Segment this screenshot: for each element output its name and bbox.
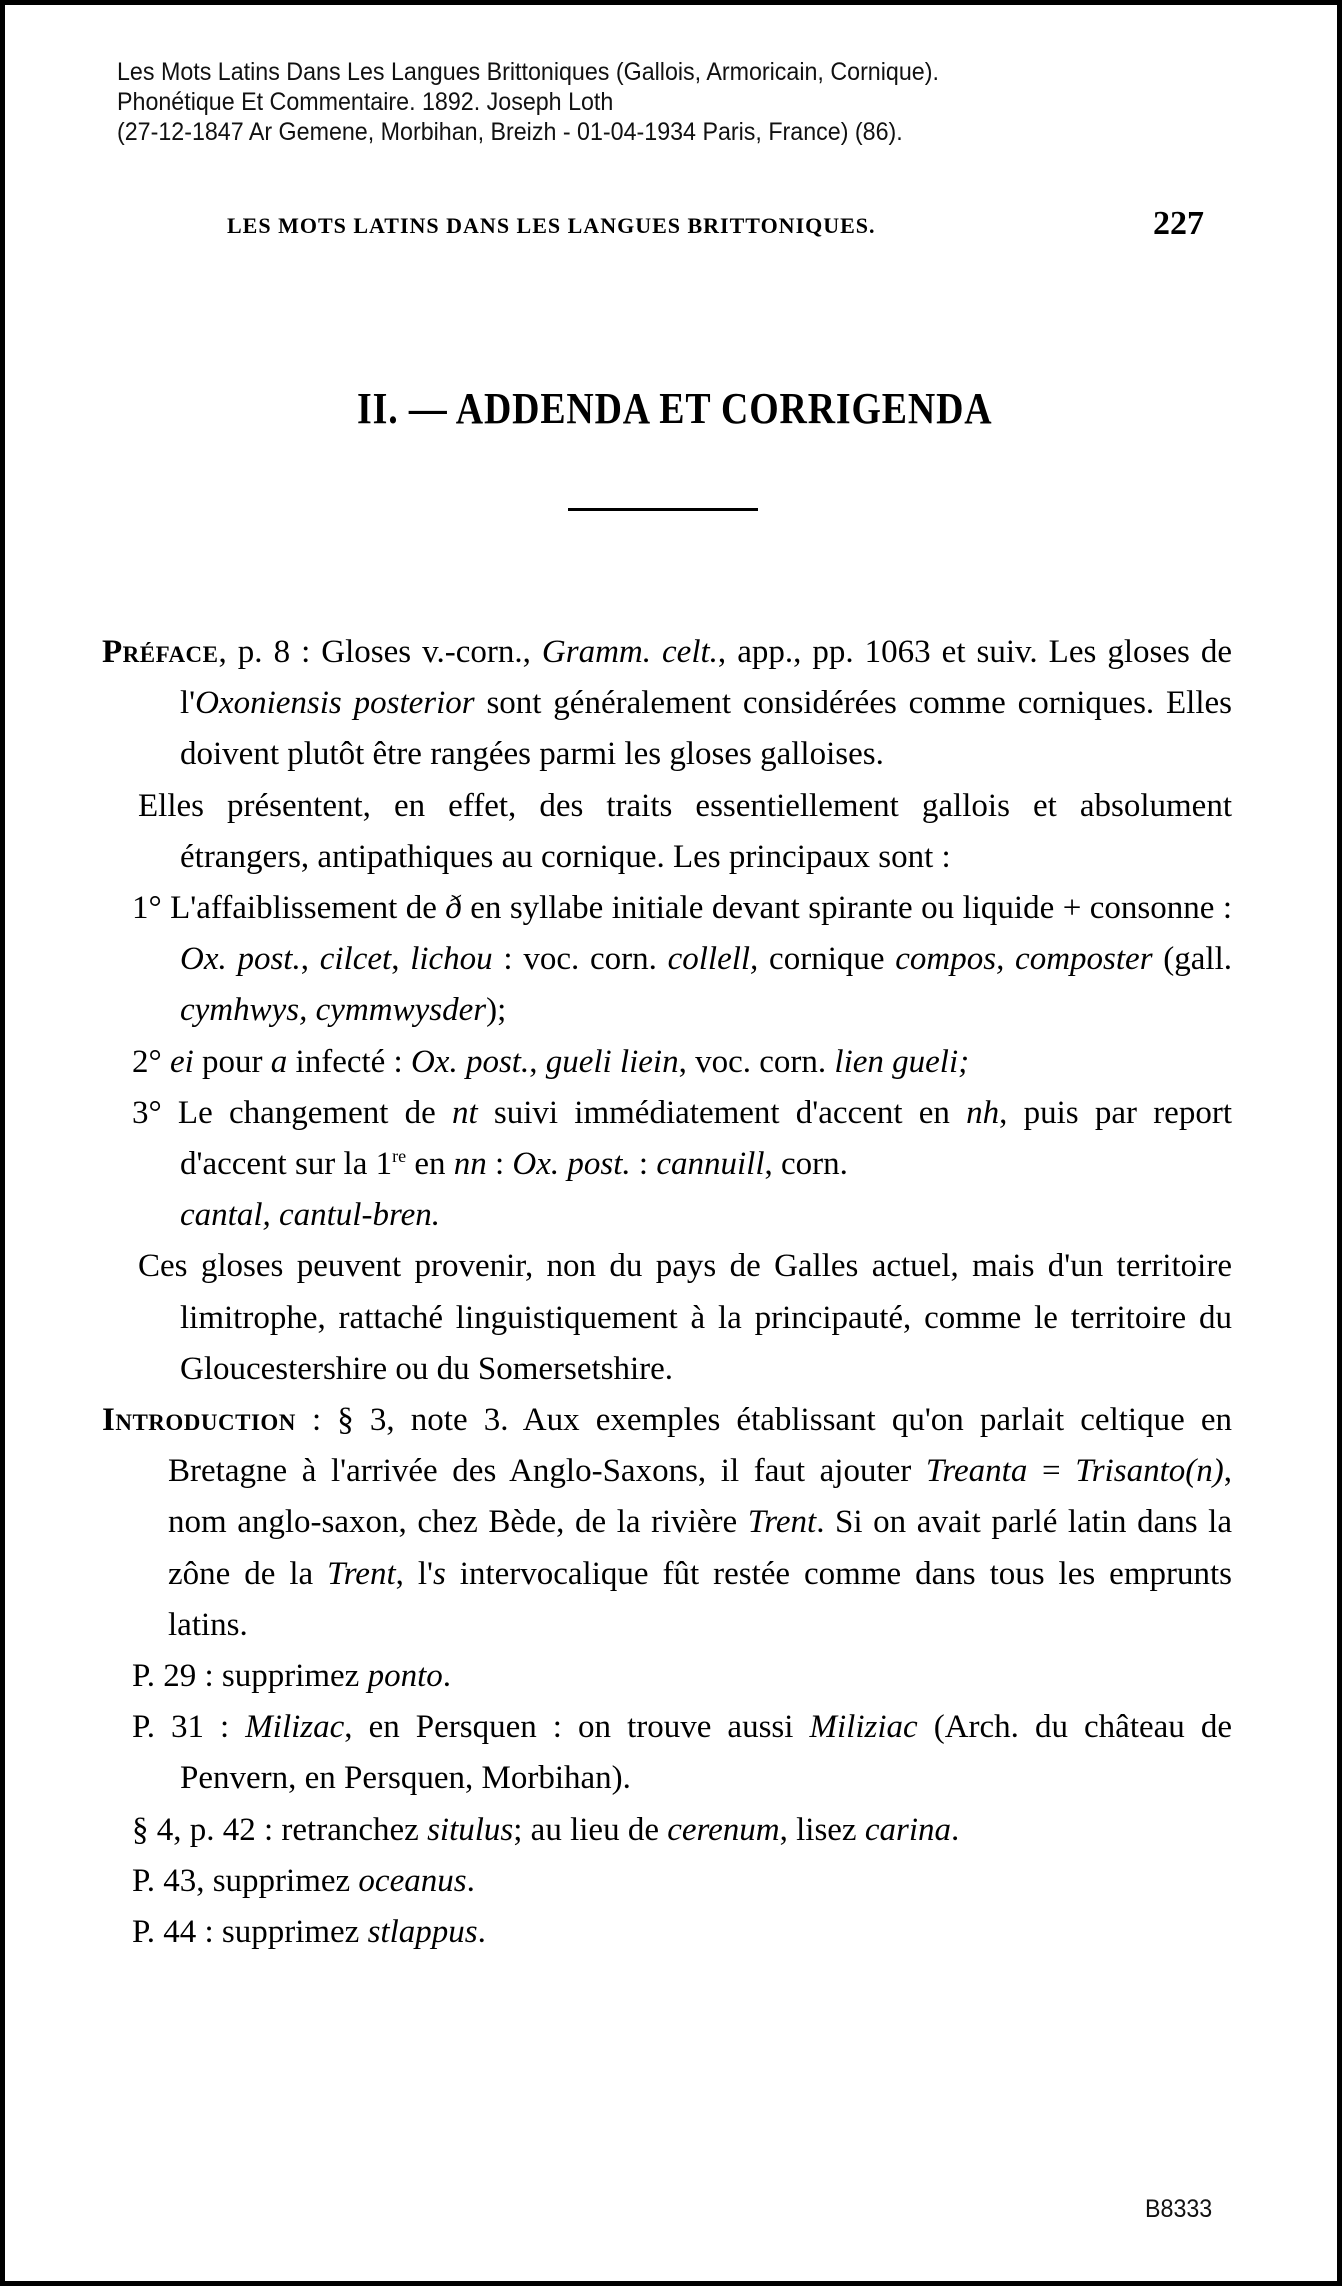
introduction-label: Introduction <box>102 1402 296 1439</box>
text-run: . <box>466 1862 475 1899</box>
preface-paragraph <box>102 627 1232 781</box>
italic-run: Oxoniensis posterior <box>195 685 475 722</box>
italic-run: s <box>432 1555 446 1592</box>
italic-run: Trent <box>747 1504 817 1541</box>
italic-run: Ox. post. <box>180 941 301 978</box>
text-run: , p. 8 : Gloses v.-corn., <box>218 634 542 670</box>
text-run: P. 31 : <box>132 1709 246 1746</box>
preface-item-2 <box>102 1037 1232 1088</box>
text-run: . <box>477 1914 486 1951</box>
text-run: pour <box>193 1043 271 1080</box>
item-number: 2° <box>132 1043 162 1080</box>
italic-run: situlus <box>427 1811 514 1848</box>
superscript: re <box>392 1146 407 1167</box>
italic-run: gueli liein <box>545 1043 679 1080</box>
italic-run: nt <box>452 1094 478 1131</box>
italic-run: cerenum <box>667 1811 780 1848</box>
text-run: ; au lieu de <box>513 1811 668 1848</box>
metadata-title-line: Les Mots Latins Dans Les Langues Brittoniques (Gallois, Armoricain, Cornique). <box>117 58 939 86</box>
item-number: 1° <box>132 890 162 927</box>
entry-p44 <box>102 1907 1232 1958</box>
text-run: sont généralement considérées comme corniques. Elles doivent plutôt être rangées parmi les gloses galloises. <box>180 685 1232 773</box>
catalog-code: B8333 <box>1145 2195 1213 2223</box>
italic-run: Milizac <box>245 1709 345 1746</box>
italic-run: cymhwys, cymmwysder <box>180 992 487 1029</box>
book-metadata <box>117 57 1187 147</box>
text-run: P. 44 : supprimez <box>132 1914 368 1951</box>
italic-run: nh <box>966 1094 1000 1131</box>
text-run: = <box>1027 1453 1076 1490</box>
text-run: (gall. <box>1152 941 1233 978</box>
introduction-paragraph <box>90 1395 1232 1651</box>
text-run: Le changement de <box>161 1094 452 1131</box>
text-run: intervocalique fût restée comme dans tous les emprunts latins. <box>168 1555 1232 1643</box>
text-run: , <box>391 941 411 978</box>
entry-p43 <box>102 1856 1232 1907</box>
text-run: suivi immédiatement d'accent en <box>477 1094 967 1131</box>
italic-run: lien gueli; <box>834 1043 970 1080</box>
italic-run: Miliziac <box>809 1709 918 1746</box>
italic-run: cannuill <box>656 1146 765 1183</box>
italic-run: stlappus <box>367 1914 478 1951</box>
italic-run: nn <box>453 1146 487 1183</box>
text-run: , l' <box>395 1555 433 1592</box>
text-run: ); <box>486 992 507 1029</box>
text-run: , <box>529 1043 546 1080</box>
italic-run: oceanus <box>358 1862 467 1899</box>
title-rule-divider <box>568 508 758 511</box>
italic-run: cilcet <box>319 941 392 978</box>
entry-p31 <box>102 1702 1232 1804</box>
text-run: , voc. corn. <box>678 1043 835 1080</box>
preface-item-3 <box>102 1088 1232 1242</box>
text-run: : <box>630 1146 657 1183</box>
italic-run: carina <box>864 1811 952 1848</box>
body-text <box>102 627 1232 1958</box>
italic-run: compos, composter <box>895 941 1153 978</box>
entry-s4-p42 <box>102 1805 1232 1856</box>
text-run: . <box>951 1811 960 1848</box>
item-number: 3° <box>132 1094 162 1131</box>
text-run: L'affaiblissement de <box>161 890 446 927</box>
text-run: : § 3, note 3. Aux exemples établissant qu'on parlait celtique en Bretagne à l'arrivée des Anglo-Saxons, il faut ajouter <box>168 1402 1232 1490</box>
text-run: , <box>300 941 320 978</box>
italic-run: ð <box>445 890 462 927</box>
text-run: infecté : <box>287 1043 411 1080</box>
text-run: (Arch. du château de Penvern, en Persquen, Morbihan). <box>180 1709 1232 1797</box>
preface-label: Préface <box>102 634 219 670</box>
italic-run: Gramm. celt. <box>541 634 718 670</box>
italic-run: ei <box>169 1043 194 1080</box>
text-run: P. 43, supprimez <box>132 1862 359 1899</box>
text-run: en <box>406 1146 454 1183</box>
metadata-author-dates-line: (27-12-1847 Ar Gemene, Morbihan, Breizh - 01-04-1934 Paris, France) (86). <box>117 118 903 146</box>
italic-run: Ox. post. <box>512 1146 631 1183</box>
text-run: en syllabe initiale devant spirante ou liquide + consonne : <box>461 890 1233 927</box>
text-run: , app., pp. 1063 et suiv. Les gloses de l' <box>180 634 1233 722</box>
italic-run: lichou <box>410 941 493 978</box>
text-run: , lisez <box>779 1811 865 1848</box>
italic-run: collell, <box>667 941 759 978</box>
text-run: . Si on avait parlé latin dans la zône de la <box>168 1504 1232 1592</box>
italic-run: ponto <box>367 1658 443 1695</box>
preface-subparagraph: Elles présentent, en effet, des traits essentiellement gallois et absolument étrangers, antipathiques au cornique. Les principaux sont : <box>138 787 1232 875</box>
text-run: P. 29 : supprimez <box>132 1658 368 1695</box>
section-title: II. — ADDENDA ET CORRIGENDA <box>357 384 993 433</box>
preface-item-1 <box>102 883 1232 1037</box>
italic-run: cantal, cantul-bren. <box>180 1197 440 1234</box>
text-run: § 4, p. 42 : retranchez <box>132 1811 428 1848</box>
page-number: 227 <box>1153 205 1204 242</box>
text-run: , corn. <box>764 1146 848 1183</box>
italic-run: a <box>270 1043 288 1080</box>
preface-closing-paragraph: Ces gloses peuvent provenir, non du pays de Galles actuel, mais d'un territoire limitrophe, rattaché linguistiquement à la principauté, comme le territoire du Gloucestershire ou du Somersetshire. <box>138 1248 1232 1387</box>
text-run: , en Persquen : on trouve aussi <box>344 1709 810 1746</box>
italic-run: Trent <box>327 1555 396 1592</box>
text-run: : voc. corn. <box>492 941 668 978</box>
italic-run: Treanta <box>925 1453 1028 1490</box>
italic-run: Ox. post. <box>410 1043 530 1080</box>
text-run: , puis par report d'accent sur la 1 <box>180 1094 1232 1183</box>
text-run: : <box>486 1146 513 1183</box>
entry-p29 <box>102 1651 1232 1702</box>
metadata-subtitle-line: Phonétique Et Commentaire. 1892. Joseph Loth <box>117 88 614 116</box>
running-head: LES MOTS LATINS DANS LES LANGUES BRITTONIQUES. <box>227 213 876 238</box>
italic-run: Trisanto(n) <box>1075 1453 1224 1490</box>
text-run: cornique <box>758 941 896 978</box>
text-run: . <box>442 1658 451 1695</box>
text-run: , nom anglo-saxon, chez Bède, de la rivière <box>168 1453 1232 1541</box>
